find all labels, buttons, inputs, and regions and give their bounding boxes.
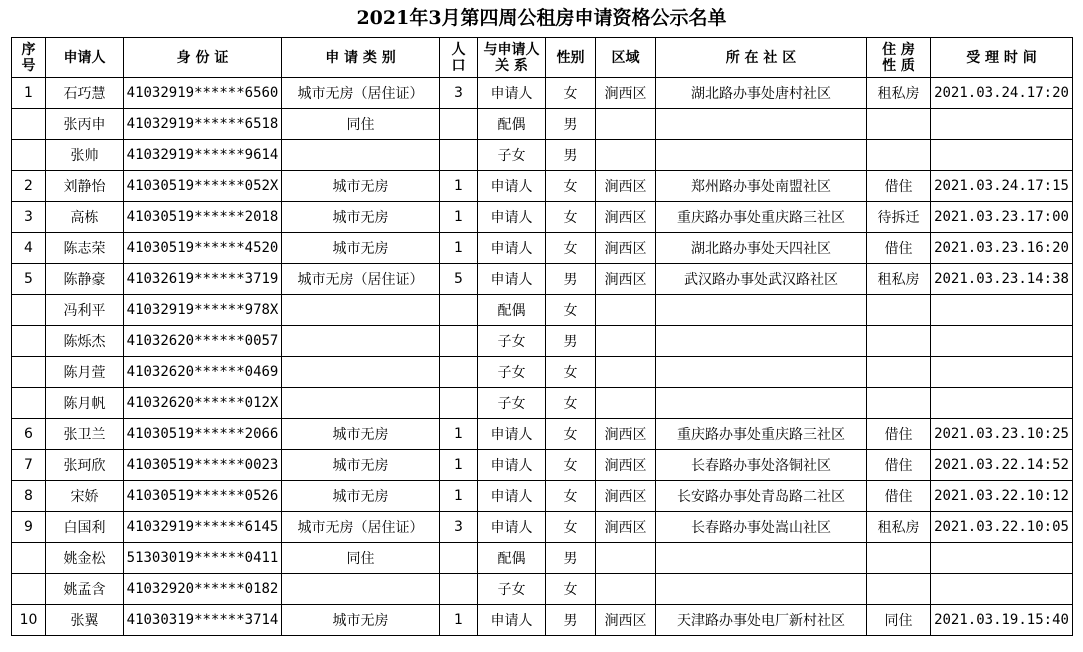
cell-gender: 女 (546, 171, 596, 202)
cell-gender: 男 (546, 264, 596, 295)
cell-name: 姚金松 (46, 543, 124, 574)
cell-gender: 女 (546, 450, 596, 481)
cell-time: 2021.03.23.16:20 (931, 233, 1073, 264)
cell-housing: 租私房 (867, 264, 931, 295)
table-row (12, 78, 1073, 109)
cell-type: 城市无房 (282, 605, 440, 636)
cell-type (282, 357, 440, 388)
cell-name: 张翼 (46, 605, 124, 636)
header-type: 申 请 类 别 (282, 38, 440, 78)
cell-district: 涧西区 (596, 605, 656, 636)
cell-housing (867, 326, 931, 357)
cell-type (282, 326, 440, 357)
cell-population (440, 109, 478, 140)
table-body (12, 38, 1073, 636)
cell-type: 城市无房 (282, 450, 440, 481)
cell-seq: 5 (12, 264, 46, 295)
cell-name: 张卫兰 (46, 419, 124, 450)
cell-community (656, 295, 867, 326)
table-row (12, 419, 1073, 450)
cell-district (596, 574, 656, 605)
cell-name: 宋娇 (46, 481, 124, 512)
cell-population: 1 (440, 605, 478, 636)
cell-id: 41032620******012X (124, 388, 282, 419)
cell-relation: 申请人 (478, 450, 546, 481)
cell-district (596, 388, 656, 419)
cell-population: 1 (440, 233, 478, 264)
cell-time: 2021.03.24.17:15 (931, 171, 1073, 202)
cell-housing (867, 357, 931, 388)
cell-district: 涧西区 (596, 264, 656, 295)
cell-relation: 申请人 (478, 481, 546, 512)
cell-seq (12, 109, 46, 140)
cell-community: 长春路办事处洛铜社区 (656, 450, 867, 481)
cell-time (931, 140, 1073, 171)
cell-community: 重庆路办事处重庆路三社区 (656, 419, 867, 450)
cell-time (931, 109, 1073, 140)
cell-time (931, 295, 1073, 326)
cell-time: 2021.03.22.10:12 (931, 481, 1073, 512)
cell-seq (12, 543, 46, 574)
cell-population: 1 (440, 481, 478, 512)
cell-community (656, 109, 867, 140)
cell-district: 涧西区 (596, 78, 656, 109)
cell-housing (867, 388, 931, 419)
cell-seq (12, 295, 46, 326)
cell-seq (12, 326, 46, 357)
cell-seq: 9 (12, 512, 46, 543)
cell-population: 1 (440, 419, 478, 450)
cell-relation: 申请人 (478, 264, 546, 295)
header-district: 区域 (596, 38, 656, 78)
cell-gender: 女 (546, 481, 596, 512)
table-row (12, 512, 1073, 543)
cell-id: 41030519******2066 (124, 419, 282, 450)
cell-time: 2021.03.24.17:20 (931, 78, 1073, 109)
table-row (12, 264, 1073, 295)
cell-relation: 申请人 (478, 171, 546, 202)
cell-type: 城市无房 (282, 171, 440, 202)
cell-id: 41030519******052X (124, 171, 282, 202)
cell-gender: 女 (546, 574, 596, 605)
cell-relation: 申请人 (478, 78, 546, 109)
cell-name: 刘静怡 (46, 171, 124, 202)
cell-id: 41030519******0526 (124, 481, 282, 512)
cell-id: 41032920******0182 (124, 574, 282, 605)
table-row (12, 605, 1073, 636)
cell-community: 武汉路办事处武汉路社区 (656, 264, 867, 295)
cell-seq (12, 574, 46, 605)
cell-district: 涧西区 (596, 233, 656, 264)
cell-type: 城市无房 (282, 233, 440, 264)
table-row (12, 574, 1073, 605)
table-row (12, 543, 1073, 574)
cell-id: 41030519******0023 (124, 450, 282, 481)
cell-time: 2021.03.23.17:00 (931, 202, 1073, 233)
cell-community (656, 357, 867, 388)
cell-time: 2021.03.22.14:52 (931, 450, 1073, 481)
cell-population: 5 (440, 264, 478, 295)
cell-id: 41032620******0469 (124, 357, 282, 388)
table-row (12, 326, 1073, 357)
header-community: 所 在 社 区 (656, 38, 867, 78)
cell-type (282, 388, 440, 419)
cell-district: 涧西区 (596, 171, 656, 202)
cell-relation: 配偶 (478, 109, 546, 140)
cell-type: 城市无房 (282, 481, 440, 512)
cell-type (282, 140, 440, 171)
cell-population: 3 (440, 512, 478, 543)
cell-community: 湖北路办事处天四社区 (656, 233, 867, 264)
cell-seq (12, 140, 46, 171)
cell-relation: 申请人 (478, 419, 546, 450)
cell-gender: 女 (546, 419, 596, 450)
cell-district (596, 295, 656, 326)
cell-time (931, 388, 1073, 419)
cell-gender: 男 (546, 140, 596, 171)
cell-housing (867, 109, 931, 140)
cell-seq: 10 (12, 605, 46, 636)
cell-time: 2021.03.22.10:05 (931, 512, 1073, 543)
table-row (12, 357, 1073, 388)
table-row (12, 295, 1073, 326)
cell-id: 41030319******3714 (124, 605, 282, 636)
cell-name: 石巧慧 (46, 78, 124, 109)
cell-id: 41032919******6560 (124, 78, 282, 109)
cell-district (596, 543, 656, 574)
cell-district: 涧西区 (596, 202, 656, 233)
table-row (12, 481, 1073, 512)
cell-housing: 借住 (867, 171, 931, 202)
cell-type: 同住 (282, 109, 440, 140)
cell-name: 陈静豪 (46, 264, 124, 295)
cell-id: 41032619******3719 (124, 264, 282, 295)
cell-housing: 租私房 (867, 512, 931, 543)
cell-community (656, 543, 867, 574)
cell-name: 陈月帆 (46, 388, 124, 419)
cell-population (440, 140, 478, 171)
cell-name: 白国利 (46, 512, 124, 543)
cell-name: 冯利平 (46, 295, 124, 326)
cell-type: 城市无房 (282, 419, 440, 450)
cell-community (656, 140, 867, 171)
header-population: 人 口 (440, 38, 478, 78)
table-row (12, 109, 1073, 140)
cell-relation: 配偶 (478, 295, 546, 326)
cell-relation: 申请人 (478, 233, 546, 264)
cell-district: 涧西区 (596, 419, 656, 450)
cell-gender: 女 (546, 388, 596, 419)
cell-housing: 租私房 (867, 78, 931, 109)
header-housing: 住 房 性 质 (867, 38, 931, 78)
cell-name: 陈志荣 (46, 233, 124, 264)
cell-housing: 借住 (867, 233, 931, 264)
cell-time (931, 574, 1073, 605)
cell-name: 陈月萱 (46, 357, 124, 388)
table-row (12, 202, 1073, 233)
cell-id: 41032919******6518 (124, 109, 282, 140)
cell-district (596, 109, 656, 140)
cell-gender: 男 (546, 605, 596, 636)
table-row (12, 140, 1073, 171)
cell-id: 41032919******6145 (124, 512, 282, 543)
cell-housing (867, 295, 931, 326)
cell-gender: 女 (546, 295, 596, 326)
cell-gender: 女 (546, 512, 596, 543)
header-row (12, 38, 1073, 78)
cell-housing: 同住 (867, 605, 931, 636)
cell-id: 41032919******978X (124, 295, 282, 326)
cell-type: 城市无房 (282, 202, 440, 233)
cell-gender: 女 (546, 78, 596, 109)
cell-type (282, 295, 440, 326)
cell-district: 涧西区 (596, 481, 656, 512)
cell-id: 41030519******2018 (124, 202, 282, 233)
cell-seq: 7 (12, 450, 46, 481)
cell-population: 1 (440, 202, 478, 233)
cell-gender: 男 (546, 326, 596, 357)
cell-housing: 借住 (867, 450, 931, 481)
cell-population: 1 (440, 450, 478, 481)
cell-gender: 男 (546, 109, 596, 140)
header-seq: 序 号 (12, 38, 46, 78)
cell-type: 城市无房（居住证） (282, 78, 440, 109)
cell-seq (12, 357, 46, 388)
cell-name: 姚孟含 (46, 574, 124, 605)
header-relation: 与申请人 关 系 (478, 38, 546, 78)
cell-id: 41032919******9614 (124, 140, 282, 171)
cell-community: 长春路办事处嵩山社区 (656, 512, 867, 543)
cell-relation: 申请人 (478, 202, 546, 233)
cell-time: 2021.03.23.14:38 (931, 264, 1073, 295)
cell-housing (867, 543, 931, 574)
cell-community: 长安路办事处青岛路二社区 (656, 481, 867, 512)
cell-community (656, 388, 867, 419)
cell-seq: 8 (12, 481, 46, 512)
cell-population (440, 326, 478, 357)
cell-seq: 1 (12, 78, 46, 109)
cell-housing: 借住 (867, 419, 931, 450)
cell-seq: 6 (12, 419, 46, 450)
cell-population: 3 (440, 78, 478, 109)
cell-relation: 子女 (478, 357, 546, 388)
cell-housing (867, 574, 931, 605)
cell-gender: 女 (546, 233, 596, 264)
cell-housing (867, 140, 931, 171)
cell-time (931, 326, 1073, 357)
cell-type: 城市无房（居住证） (282, 512, 440, 543)
cell-time (931, 543, 1073, 574)
cell-type: 同住 (282, 543, 440, 574)
cell-gender: 女 (546, 357, 596, 388)
cell-population (440, 543, 478, 574)
cell-relation: 子女 (478, 326, 546, 357)
cell-gender: 男 (546, 543, 596, 574)
table-row (12, 450, 1073, 481)
cell-population (440, 357, 478, 388)
cell-name: 张珂欣 (46, 450, 124, 481)
cell-relation: 配偶 (478, 543, 546, 574)
table-row (12, 171, 1073, 202)
table-row (12, 233, 1073, 264)
cell-relation: 子女 (478, 388, 546, 419)
cell-relation: 子女 (478, 140, 546, 171)
cell-name: 高栋 (46, 202, 124, 233)
cell-seq: 3 (12, 202, 46, 233)
header-id: 身 份 证 (124, 38, 282, 78)
cell-seq: 2 (12, 171, 46, 202)
cell-relation: 子女 (478, 574, 546, 605)
cell-district: 涧西区 (596, 450, 656, 481)
cell-community: 郑州路办事处南盟社区 (656, 171, 867, 202)
cell-id: 41032620******0057 (124, 326, 282, 357)
cell-time: 2021.03.23.10:25 (931, 419, 1073, 450)
page-title: 2021年3月第四周公租房申请资格公示名单 (356, 7, 727, 29)
applicant-table (11, 37, 1073, 636)
cell-name: 张帅 (46, 140, 124, 171)
cell-district: 涧西区 (596, 512, 656, 543)
cell-population (440, 574, 478, 605)
cell-district (596, 357, 656, 388)
cell-district (596, 140, 656, 171)
cell-type (282, 574, 440, 605)
cell-id: 41030519******4520 (124, 233, 282, 264)
cell-community: 天津路办事处电厂新村社区 (656, 605, 867, 636)
cell-seq (12, 388, 46, 419)
cell-time (931, 357, 1073, 388)
header-gender: 性别 (546, 38, 596, 78)
cell-relation: 申请人 (478, 512, 546, 543)
cell-type: 城市无房（居住证） (282, 264, 440, 295)
cell-community: 重庆路办事处重庆路三社区 (656, 202, 867, 233)
cell-community: 湖北路办事处唐村社区 (656, 78, 867, 109)
cell-housing: 借住 (867, 481, 931, 512)
cell-name: 张丙申 (46, 109, 124, 140)
table-row (12, 388, 1073, 419)
cell-time: 2021.03.19.15:40 (931, 605, 1073, 636)
cell-seq: 4 (12, 233, 46, 264)
cell-id: 51303019******0411 (124, 543, 282, 574)
cell-population (440, 295, 478, 326)
cell-name: 陈烁杰 (46, 326, 124, 357)
cell-population (440, 388, 478, 419)
cell-community (656, 574, 867, 605)
cell-community (656, 326, 867, 357)
cell-population: 1 (440, 171, 478, 202)
header-time: 受 理 时 间 (931, 38, 1073, 78)
cell-relation: 申请人 (478, 605, 546, 636)
cell-gender: 女 (546, 202, 596, 233)
cell-housing: 待拆迁 (867, 202, 931, 233)
header-applicant: 申请人 (46, 38, 124, 78)
cell-district (596, 326, 656, 357)
